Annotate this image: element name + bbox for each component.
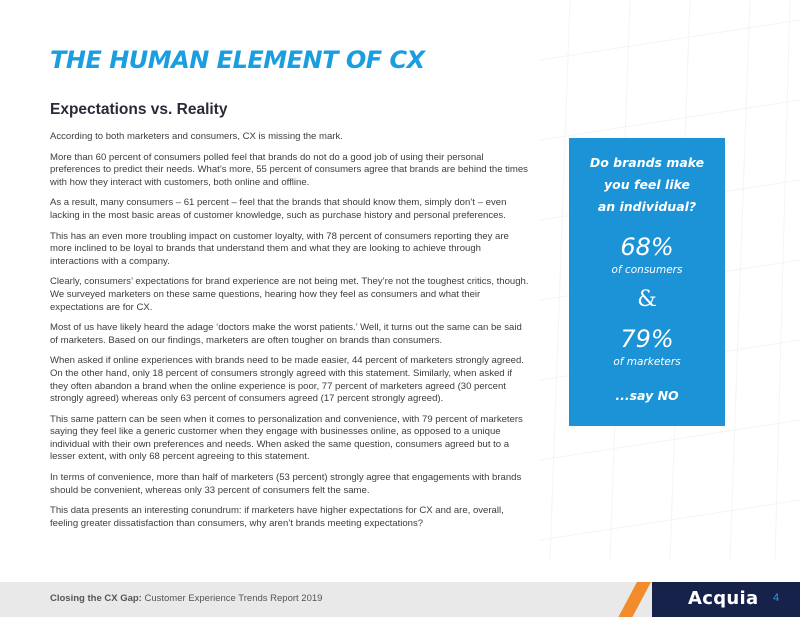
paragraph-9: In terms of convenience, more than half of marketers (53 percent) strongly agree that engagements with brands should be convenient, whereas only 33 percent of consumers felt the same.: [50, 472, 522, 496]
paragraph-2: More than 60 percent of consumers polled feel that brands do not do a good job of using their personal preferences to predict their needs. What’s more, 55 percent of consumers agree that brands are behind the times with how they interact with customers, both online and offline.: [50, 151, 528, 188]
question-line-1: Do brands make: [589, 155, 705, 170]
paragraph-6: Most of us have likely heard the adage ‘doctors make the worst patients.’ Well, it turns out the same can be said of marketers. Based on our findings, marketers are often tougher on brands than consumers.: [50, 322, 522, 346]
question-line-3: an individual?: [597, 199, 697, 214]
section-subtitle: Expectations vs. Reality: [50, 101, 228, 118]
marketer-stat-value: 79%: [620, 325, 674, 353]
page-title: THE HUMAN ELEMENT OF CX: [50, 46, 425, 74]
paragraph-3: As a result, many consumers – 61 percent – feel that the brands that should know them, simply don’t – even lacking in the most basic areas of customer knowledge, such as purchase history and personal preferences.: [50, 197, 507, 221]
consumer-stat-label: of consumers: [611, 264, 683, 276]
footer-report-bold: Closing the CX Gap:: [50, 593, 142, 604]
consumer-stat-value: 68%: [620, 233, 674, 261]
paragraph-10: This data presents an interesting conundrum: if marketers have higher expectations for CX and are, overall, feeling greater dissatisfaction than consumers, why aren’t brands meeting expectations?: [50, 505, 504, 529]
paragraph-8: This same pattern can be seen when it comes to personalization and convenience, with 79 percent of marketers saying they feel like a generic customer when they engage with businesses online, as opposed to a unique individual with their own preferences and needs. When asked the same question, consumers agreed but to a lesser extent, with only 68 percent agreeing to this statement.: [50, 413, 523, 463]
footer-orange-stripe: [618, 582, 651, 617]
callout-question: [569, 152, 725, 218]
footer-report-rest: Customer Experience Trends Report 2019: [141, 593, 323, 604]
page-number: 4: [773, 592, 780, 604]
paragraph-1: According to both marketers and consumers, CX is missing the mark.: [50, 131, 343, 142]
question-line-2: you feel like: [604, 177, 690, 192]
stat-callout-box: [569, 138, 725, 426]
marketer-stat-label: of marketers: [613, 356, 681, 368]
ampersand: &: [637, 287, 657, 312]
paragraph-4: This has an even more troubling impact on customer loyalty, with 78 percent of consumers reporting they are more inclined to be loyal to brands that understand them and what they are looking to achieve through interactions with a company.: [50, 230, 509, 267]
acquia-logo: Acquia: [688, 588, 759, 609]
callout-answer: ...say NO: [615, 388, 679, 403]
footer-report-title: [50, 593, 322, 604]
body-text: [50, 131, 532, 538]
paragraph-5: Clearly, consumers’ expectations for brand experience are not being met. They’re not the toughest critics, though. We surveyed marketers on these same questions, hearing how they feel as consumers and what their expectations are for CX.: [50, 276, 529, 313]
page-footer: [0, 582, 800, 617]
paragraph-7: When asked if online experiences with brands need to be made easier, 44 percent of marketers strongly agreed. On the other hand, only 18 percent of consumers strongly agreed with this statement. Similarly, when asked if they often abandon a brand when the online experience is poor, 77 percent of marketers agreed (30 percent strongly agreed) whereas only 63 percent of consumers agreed (17 percent strongly agreed).: [50, 355, 524, 405]
